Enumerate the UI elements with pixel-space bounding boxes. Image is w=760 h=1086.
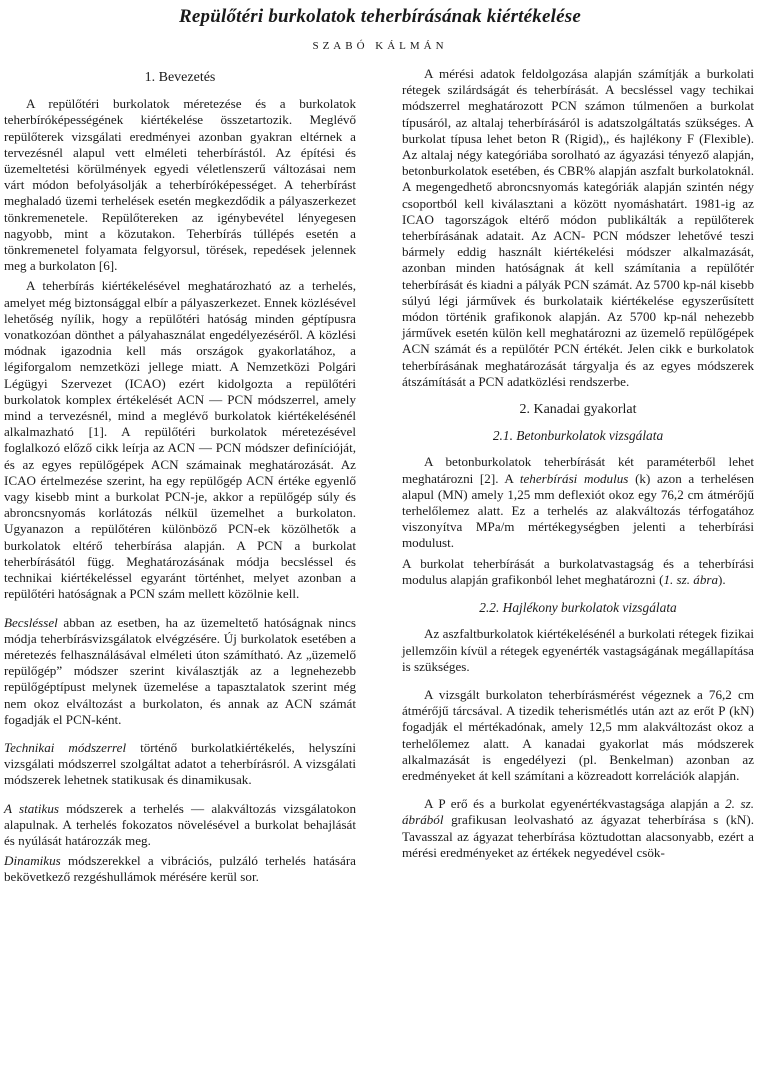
paragraph: A repülőtéri burkolatok méretezése és a burkolatok teherbíróképességének kiértékelése összetartozik. Meglévő repülőterek vizsgálati eredményei azonban gyakran eltérnek a tervezésnél alapul vett elméleti teherbírástól. Az építési és üzemeltetési körülmények egyedi véletlenszerű változásai nem várt módon befolyásolják a teherbíróképességet. A teherbírást meghaladó üzemi terhelések esetén megkezdődik a pályaszerkezet tönkremenetele. Repülőtereken az igénybevétel lényegesen nagyobb, mint a közutakon. Teherbírás túllépés esetén a tönkremenetel folyamata felgyorsul, törések, repedések jelennek meg a burkolaton [6].	[4, 96, 356, 274]
paragraph: A vizsgált burkolaton teherbírásmérést végeznek a 76,2 cm átmérőjű tárcsával. A tizedik teherismétlés után azt az erőt P (kN) fogadják el mértékadónak, amely 12,5 mm alakváltozást okoz a terhelőlemez alatt. A kanadai gyakorlat más módszerek alkalmazását is engedélyezi (pl. Benkelman) azonban az eredményeket át kell számítani a közreadott korrelációk alapján.	[402, 686, 754, 783]
left-column	[4, 66, 356, 890]
paragraph: Becsléssel abban az esetben, ha az üzemeltető hatóságnak nincs módja teherbírásvizsgálatok elvégzésére. Új burkolatok esetében a méretezés felhasználásával elméleti úton számítható. Az „üzemelő repülőgép” módszer szerint kiválasztják az a legnehezebb repülőgéptípust melynek üzemelése a tapasztalatok szerint még nem okoz elváltozást a burkolaton, és annak az ACN számát fogadják el PCN-ként.	[4, 614, 356, 727]
paragraph: A mérési adatok feldolgozása alapján számítják a burkolati rétegek szilárdságát és teherbírását. A becsléssel vagy techikai módszerrel meghatározott PCN számon túlmenően a burkolat típusáról, az altalaj teherbírásáról is adatszolgáltatás szükséges. A burkolat típusa lehet beton R (Rigid),, és hajlékony F (Flexible). Az altalaj négy kategóriába sorolható az ágyazási tényező alapján, betonburkolatok esetében, és CBR% alapján aszfalt burkolatoknál. A megengedhető abroncsnyomás kategóriák alapján szintén négy csoportból kell kiválasztani a között nyomáshatárt. 1981-ig az ICAO tagországok eltérő módon publikálták a repülőterek teherbírásának adatait. Az ACN- PCN módszer lehetővé teszi bármely eddig használt kiértékelési módszer alkalmazását, azonban minden hatóságnak át kell számítania a repülőtér teherbírását és kiadni a pályák PCN számát. Az 5700 kp-nál kisebb súlyú légi járművek és burkolataik kiértékelése egyszerűsített módon történik grafikonok alapján. Az 5700 kp-nál nehezebb járművek esetén külön kell meghatározni az üzemelő repülőgépek ACN számát és a repülőtér PCN értékét. Jelen cikk e burkolatok teherbírásának meghatározását tárgyalja és az egyes módszerek átszámítását a PCN adatközlési rendszerbe.	[402, 66, 754, 389]
paragraph: Technikai módszerrel történő burkolatkiértékelés, helyszíni vizsgálati módszerrel szolgáltat adatot a teherbírásról. A vizsgálati módszerek lehetnek statikusak és dinamikusak.	[4, 739, 356, 788]
subsection-heading-flexible: 2.2. Hajlékony burkolatok vizsgálata	[479, 600, 677, 616]
paragraph: A burkolat teherbírását a burkolatvastagság és a teherbírási modulus alapján grafikonból lehet meghatározni (1. sz. ábra).	[402, 555, 754, 587]
section-heading-canadian-practice: 2. Kanadai gyakorlat	[519, 402, 637, 418]
subsection-heading-concrete: 2.1. Betonburkolatok vizsgálata	[492, 428, 664, 444]
article-title: Repülőtéri burkolatok teherbírásának kiértékelése	[179, 6, 581, 27]
emphasis-term: teherbírási modulus	[519, 470, 629, 486]
emphasis-term: A statikus	[4, 800, 59, 816]
paragraph: A teherbírás kiértékelésével meghatározható az a terhelés, amelyet még biztonsággal elbír a pályaszerkezet. Ennek közlésével lehetőség nyílik, hogy a repülőtéri hatóság minden géptípusra vonatkozóan dönthet a pályahasználat engedélyezéséről. A közlési módnak igazodnia kell más országok gyakorlatához, a légiforgalom nemzetközi jellege miatt. A Nemzetközi Polgári Légügyi Szervezet (ICAO) ezért kidolgozta a repülőtéri burkolatok komplex értékelését ACN — PCN módszerrel, amely mind a tervezésnél, mind a meglévő burkolatok kiértékelésénél alkalmazható [1]. A repülőtéri burkolatok méretezésével foglalkozó előző cikk leírja az ACN — PCN módszer definícióját, és az egyes repülőgépek ACN számainak meghatározását. Az ICAO értelmezése szerint, ha egy repülőgép ACN értéke egyenlő vagy kisebb mint a burkolat PCN-je, akkor a repülőgép súly és abroncsnyomás korlátozás nélkül üzemelhet a burkolaton. Ugyanazon a repülőtéren különböző PCN-ek közölhetők a burkolatok eltérő teherbírása alapján. A PCN a burkolat teherbírásától függ. Meghatározásának módja becsléssel és technikai kiértékeléssel egyaránt történhet, melyet azonban a repülőtéri hatóságnak a PCN szám mellett közölnie kell.	[4, 278, 356, 602]
emphasis-term: Becsléssel	[4, 614, 58, 630]
emphasis-term: Dinamikus	[4, 853, 61, 869]
paragraph: A statikus módszerek a terhelés — alakváltozás vizsgálatokon alapulnak. A terhelés fokozatos növelésével a burkolat behajlását és nyúlását határozzák meg.	[4, 800, 356, 848]
author-name: SZABÓ KÁLMÁN	[312, 40, 448, 52]
section-heading-introduction: 1. Bevezetés	[144, 70, 216, 85]
figure-reference: 1. sz. ábra	[663, 571, 719, 587]
figure-reference: 2. sz. ábrából	[402, 796, 754, 828]
paragraph: A P erő és a burkolat egyenértékvastagsága alapján a 2. sz. ábrából grafikusan leolvasható az ágyazat teherbírása s (kN). Tavasszal az ágyazat teherbírása köztudottan alacsonyabb, ezért a mérési eredményeket az értékek negyedével csök-	[402, 796, 754, 860]
paragraph: Dinamikus módszerekkel a vibrációs, pulzáló terhelés hatására bekövetkező rezgéshullámok mérésére kerül sor.	[4, 853, 356, 885]
emphasis-term: Technikai módszerrel	[4, 739, 127, 755]
paragraph: Az aszfaltburkolatok kiértékelésénél a burkolati rétegek fizikai jellemzőin kívül a rétegek egyenérték vastagságának megállapítása is szükséges.	[402, 626, 754, 674]
right-column	[402, 66, 754, 865]
paragraph: A betonburkolatok teherbírását két paraméterből lehet meghatározni [2]. A teherbírási modulus (k) azon a terhelésen alapul (MN) amely 1,25 mm deflexiót okoz egy 76,2 cm átmérőjű terhelőlemez alatt. Ez a terhelés az alakváltozás térfogatához viszonyítva MPa/m mértékegységben jelenti a teherbírási modulust.	[402, 454, 754, 551]
